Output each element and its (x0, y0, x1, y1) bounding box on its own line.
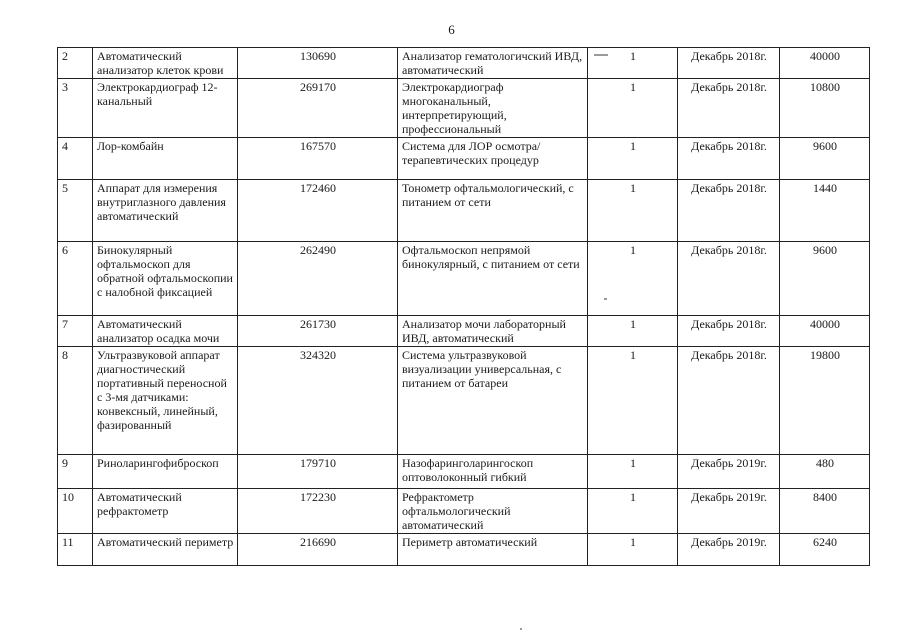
page-number: 6 (448, 22, 455, 37)
row-number: 10 (58, 489, 93, 534)
equipment-code: 167570 (238, 138, 398, 180)
table-row (58, 138, 870, 180)
table-row (58, 316, 870, 347)
equipment-description: Электрокардиограф многоканальный, интерпретирующий, профессиональный (398, 79, 588, 138)
delivery-date: Декабрь 2018г. (678, 48, 780, 79)
table-row (58, 534, 870, 566)
table-row (58, 455, 870, 489)
equipment-name: Аппарат для измерения внутриглазного давления автоматический (93, 180, 238, 242)
equipment-name: Бинокулярный офтальмоскоп для обратной офтальмоскопии с налобной фиксацией (93, 242, 238, 316)
quantity: 1 (588, 455, 678, 489)
delivery-date: Декабрь 2018г. (678, 180, 780, 242)
price: 40000 (780, 316, 870, 347)
equipment-code: 269170 (238, 79, 398, 138)
equipment-description: Тонометр офтальмологический, с питанием от сети (398, 180, 588, 242)
row-number: 3 (58, 79, 93, 138)
quantity: 1 (588, 534, 678, 566)
equipment-code: 261730 (238, 316, 398, 347)
table-row (58, 79, 870, 138)
delivery-date: Декабрь 2019г. (678, 489, 780, 534)
equipment-name: Лор-комбайн (93, 138, 238, 180)
equipment-code: 130690 (238, 48, 398, 79)
scan-speck (594, 54, 608, 56)
table-row (58, 48, 870, 79)
quantity: 1 (588, 48, 678, 79)
row-number: 11 (58, 534, 93, 566)
quantity: 1 (588, 138, 678, 180)
equipment-description: Система ультразвуковой визуализации универсальная, с питанием от батареи (398, 347, 588, 455)
price: 40000 (780, 48, 870, 79)
equipment-description: Анализатор мочи лабораторный ИВД, автоматический (398, 316, 588, 347)
price: 19800 (780, 347, 870, 455)
scan-speck (520, 628, 522, 630)
equipment-code: 172460 (238, 180, 398, 242)
equipment-table (57, 47, 870, 566)
quantity: 1 (588, 242, 678, 316)
table-row (58, 242, 870, 316)
delivery-date: Декабрь 2018г. (678, 347, 780, 455)
price: 9600 (780, 138, 870, 180)
equipment-name: Автоматический анализатор осадка мочи (93, 316, 238, 347)
quantity: 1 (588, 180, 678, 242)
table-row (58, 489, 870, 534)
equipment-code: 179710 (238, 455, 398, 489)
quantity: 1 (588, 347, 678, 455)
equipment-description: Назофаринголарингоскоп оптоволоконный гибкий (398, 455, 588, 489)
equipment-description: Рефрактометр офтальмологический автоматический (398, 489, 588, 534)
delivery-date: Декабрь 2019г. (678, 455, 780, 489)
row-number: 6 (58, 242, 93, 316)
equipment-code: 172230 (238, 489, 398, 534)
delivery-date: Декабрь 2018г. (678, 242, 780, 316)
price: 1440 (780, 180, 870, 242)
equipment-name: Ультразвуковой аппарат диагностический портативный переносной с 3-мя датчиками: конвексный, линейный, фазированный (93, 347, 238, 455)
equipment-description: Офтальмоскоп непрямой бинокулярный, с питанием от сети (398, 242, 588, 316)
delivery-date: Декабрь 2018г. (678, 316, 780, 347)
equipment-name: Автоматический периметр (93, 534, 238, 566)
equipment-name: Электрокардиограф 12-канальный (93, 79, 238, 138)
row-number: 5 (58, 180, 93, 242)
equipment-code: 216690 (238, 534, 398, 566)
equipment-description: Периметр автоматический (398, 534, 588, 566)
equipment-description: Анализатор гематологичский ИВД, автоматический (398, 48, 588, 79)
row-number: 9 (58, 455, 93, 489)
table-row (58, 180, 870, 242)
table-row (58, 347, 870, 455)
price: 480 (780, 455, 870, 489)
price: 9600 (780, 242, 870, 316)
price: 8400 (780, 489, 870, 534)
equipment-name: Автоматический рефрактометр (93, 489, 238, 534)
price: 6240 (780, 534, 870, 566)
delivery-date: Декабрь 2018г. (678, 79, 780, 138)
price: 10800 (780, 79, 870, 138)
equipment-name: Автоматический анализатор клеток крови (93, 48, 238, 79)
quantity: 1 (588, 489, 678, 534)
row-number: 2 (58, 48, 93, 79)
equipment-code: 262490 (238, 242, 398, 316)
equipment-name: Риноларингофиброскоп (93, 455, 238, 489)
scan-speck (604, 298, 607, 300)
delivery-date: Декабрь 2019г. (678, 534, 780, 566)
row-number: 4 (58, 138, 93, 180)
quantity: 1 (588, 316, 678, 347)
equipment-code: 324320 (238, 347, 398, 455)
quantity: 1 (588, 79, 678, 138)
row-number: 7 (58, 316, 93, 347)
row-number: 8 (58, 347, 93, 455)
equipment-description: Система для ЛОР осмотра/терапевтических процедур (398, 138, 588, 180)
delivery-date: Декабрь 2018г. (678, 138, 780, 180)
